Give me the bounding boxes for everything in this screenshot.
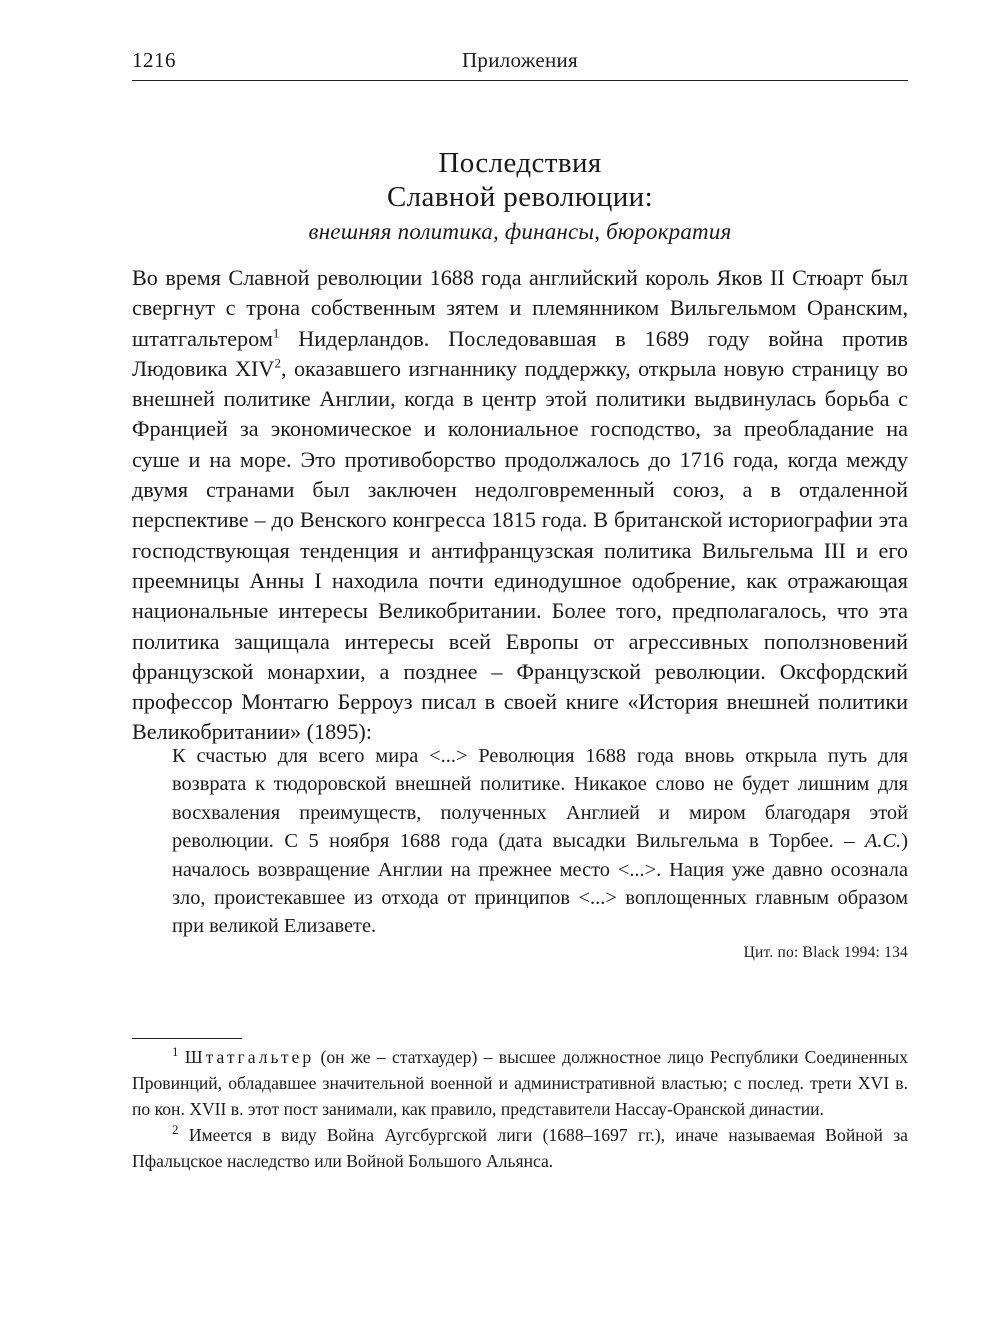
body-text-part-2: Нидерландов. Последовавшая в 1689 году война против Людовика XIV — [132, 325, 908, 381]
footnote-2-text: Имеется в виду Война Аугсбургской лиги (1688–1697 гг.), иначе называемая Войной за Пфальцское наследство или Войной Большого Альянса. — [132, 1125, 908, 1171]
footnotes — [132, 1044, 908, 1174]
footnote-ref-2[interactable]: 2 — [274, 355, 281, 371]
footnote-divider — [132, 1038, 242, 1039]
footnote-mark-1: 1 — [172, 1044, 179, 1060]
footnote-1 — [132, 1044, 908, 1122]
chapter-subtitle: внешняя политика, финансы, бюрократия — [308, 219, 732, 244]
chapter-title — [132, 146, 908, 246]
block-quote — [172, 742, 908, 941]
quote-text-part-1: К счастью для всего мира <...> Революция 1688 года вновь открыла путь для возврата к тюдоровской внешней политике. Никакое слово не будет лишним для восхваления преимуществ, полученных Англией и миром благодаря этой революции. С 5 ноября 1688 года (дата высадки Вильгельма в Торбее. – — [172, 745, 908, 853]
footnote-2 — [132, 1122, 908, 1174]
quote-citation: Цит. по: Black 1994: 134 — [743, 944, 908, 961]
running-head — [132, 44, 908, 81]
page-number: 1216 — [132, 48, 176, 72]
footnote-ref-1[interactable]: 1 — [272, 325, 280, 341]
footnote-term: Штатгальтер — [184, 1047, 315, 1067]
body-paragraph — [132, 263, 908, 748]
quote-text-part-2: ) началось возвращение Англии на прежнее место <...>. Нация уже давно осознала зло, проистекавшее из отхода от принципов <...> воплощенных главным образом при великой Елизавете. — [172, 830, 908, 938]
title-line-2: Славной революции: — [386, 181, 654, 213]
section-title: Приложения — [461, 48, 579, 72]
footnote-mark-2: 2 — [172, 1122, 179, 1138]
quote-initials: А.С. — [864, 830, 902, 853]
title-line-1: Последствия — [438, 147, 602, 179]
body-text-part-3: , оказавшего изгнаннику поддержку, открыла новую страницу во внешней политике Англии, когда в центр этой политики выдвинулась борьба с Францией за экономическое и колониальное господство, за преобладание на суше и на море. Это противоборство продолжалось до 1716 года, когда между двумя странами был заключен недолговременный союз, а в отдаленной перспективе – до Венского конгресса 1815 года. В британской историографии эта господствующая тенденция и антифранцузская политика Вильгельма III и его преемницы Анны I находила почти единодушное одобрение, как отражающая национальные интересы Великобритании. Более того, предполагалось, что эта политика защищала интересы всей Европы от агрессивных поползновений французской монархии, а позднее – Французской революции. Оксфордский профессор Монтагю Берроуз писал в своей книге «История внешней политики Великобритании» (1895): — [132, 355, 908, 745]
body-text-part-1: Во время Славной революции 1688 года английский король Яков II Стюарт был свергнут с трона собственным зятем и племянником Вильгельмом Оранским, штатгальтером — [132, 265, 908, 351]
footnote-1-text: (он же – статхаудер) – высшее должностное лицо Республики Соединенных Провинций, обладавшее значительной военной и административной властью; с послед. трети XVI в. по кон. XVII в. этот пост занимали, как правило, представители Нассау-Оранской династии. — [132, 1047, 908, 1119]
